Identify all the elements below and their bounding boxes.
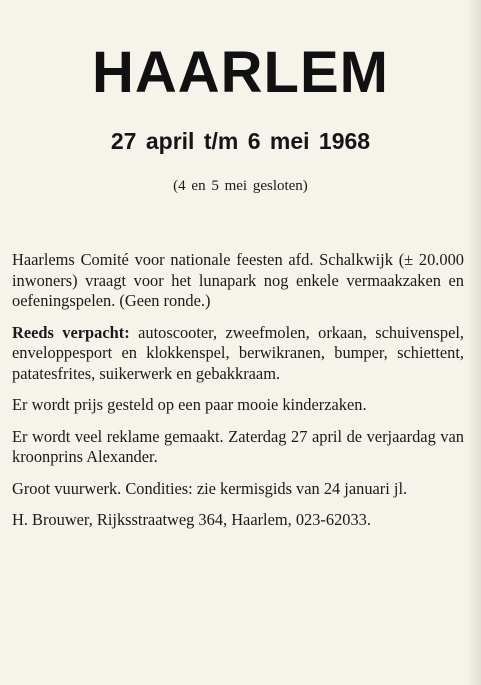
paragraph-fireworks: Groot vuurwerk. Condities: zie kermisgids van 24 januari jl. bbox=[12, 478, 408, 498]
contact-info: H. Brouwer, Rijksstraatweg 364, Haarlem, 023-62033. bbox=[12, 510, 371, 529]
headline: HAARLEM bbox=[92, 40, 389, 105]
leased-heading: Reeds verpacht: bbox=[12, 322, 130, 342]
paragraph-intro: Haarlems Comité voor nationale feesten afd. Schalkwijk (± 20.000 inwoners) vraagt voor het lunapark nog enkele vermaakzaken en oefeningspelen. (Geen ronde.) bbox=[12, 250, 464, 310]
page-edge-shadow bbox=[467, 0, 481, 685]
paragraph-leased bbox=[12, 323, 464, 385]
date-range: 27 april t/m 6 mei 1968 bbox=[110, 128, 371, 154]
paragraph-advertising: Er wordt veel reklame gemaakt. Zaterdag 27 april de verjaardag van kroonprins Alexander. bbox=[12, 426, 464, 466]
leased-list: autoscooter, zweefmolen, orkaan, schuivenspel, enveloppesport en klokkenspel, berwikranen, bumper, schiettent, patatesfrites, suikerwerk en gebakkraam. bbox=[12, 322, 464, 383]
paragraph-kids-rides: Er wordt prijs gesteld op een paar mooie kinderzaken. bbox=[12, 395, 367, 414]
article-body bbox=[12, 250, 464, 531]
closed-note: (4 en 5 mei gesloten) bbox=[173, 178, 308, 194]
